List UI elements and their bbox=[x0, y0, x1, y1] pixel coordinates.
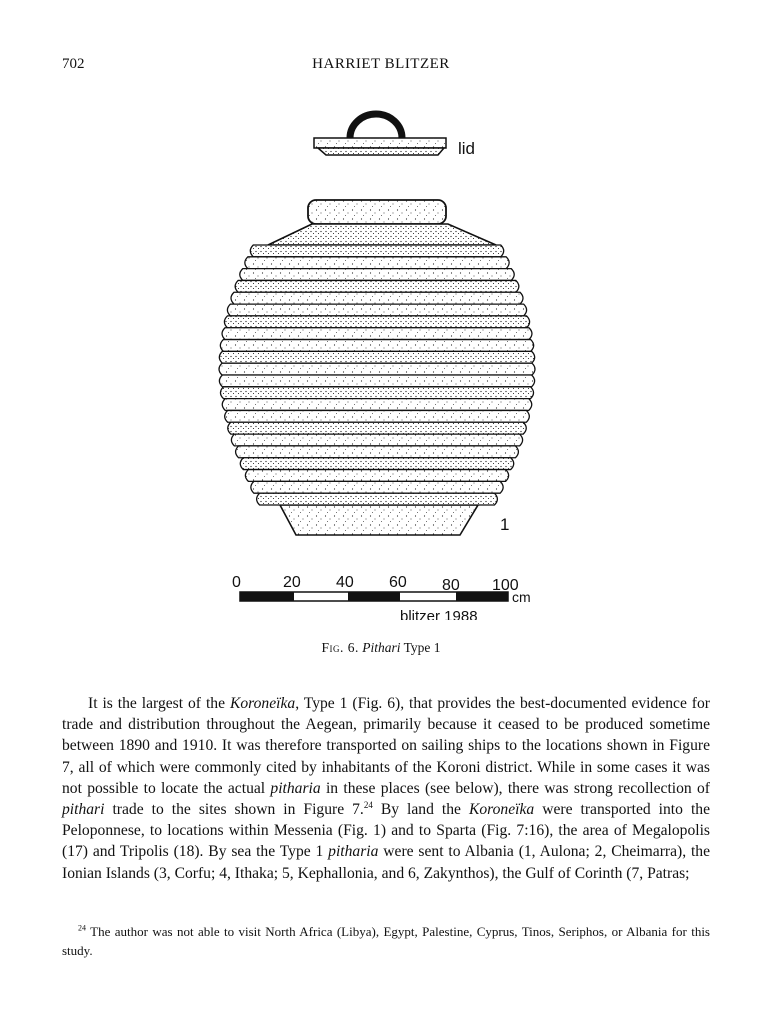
jar-rib-shading bbox=[228, 422, 527, 434]
jar-rib-shading bbox=[224, 316, 529, 328]
body-text-run: trade to the sites shown in Figure 7. bbox=[104, 801, 364, 819]
footnote bbox=[62, 922, 710, 960]
body-text-run: in these places (see below), there was strong recollection of bbox=[320, 779, 710, 797]
jar-rib-shading bbox=[222, 328, 532, 340]
body-italic-term: Koroneïka bbox=[229, 695, 296, 712]
running-head bbox=[0, 56, 762, 76]
type-number-label: 1 bbox=[500, 515, 510, 534]
jar-rib-shading bbox=[235, 280, 519, 292]
scale-tick-label: 100 bbox=[492, 577, 519, 594]
body-text-run: were transported into the Peloponnese, to locations within Messenia (Fig. 1) and to Sparta (Fig. 7:16), the area of Megalopolis (17) and Tripolis (18). By sea the Type 1 bbox=[62, 801, 710, 861]
jar-rib-shading bbox=[236, 446, 519, 458]
body-text-run: By land the bbox=[372, 801, 469, 819]
scale-unit-label: cm bbox=[512, 589, 531, 605]
jar-rib-shading bbox=[245, 470, 508, 482]
jar-rib-shading bbox=[220, 340, 533, 352]
footnote-number: 24 bbox=[78, 923, 86, 933]
jar-rib-shading bbox=[222, 399, 532, 411]
body-italic-term: pithari bbox=[62, 801, 105, 819]
scale-segment bbox=[348, 592, 400, 601]
jar-rib-shading bbox=[245, 257, 509, 269]
body-italic-term: pitharia bbox=[270, 779, 321, 797]
footnote-text: The author was not able to visit North Africa (Libya), Egypt, Palestine, Cyprus, Tinos, Seriphos, or Albania for this study. bbox=[62, 924, 710, 958]
jar-rib-shading bbox=[219, 351, 534, 363]
scale-tick-label: 20 bbox=[283, 574, 301, 591]
scale-segment bbox=[240, 592, 294, 601]
running-head-author: HARRIET BLITZER bbox=[312, 56, 450, 72]
body-italic-term: Koroneïka bbox=[468, 801, 535, 819]
figure-caption bbox=[0, 640, 762, 656]
jar-rib-shading bbox=[250, 245, 503, 257]
caption-suffix: Type 1 bbox=[403, 640, 441, 655]
figure-pithari-drawing bbox=[0, 100, 762, 620]
pithari-jar bbox=[219, 200, 535, 535]
jar-rib-shading bbox=[231, 434, 522, 446]
body-italic-term: pitharia bbox=[328, 843, 379, 861]
jar-rib-shading bbox=[257, 493, 498, 505]
footnote-reference: 24 bbox=[363, 799, 373, 810]
scale-bar bbox=[232, 574, 531, 620]
jar-rib-shading bbox=[219, 363, 535, 375]
jar-rib-shading bbox=[227, 304, 526, 316]
jar-rib-shading bbox=[240, 269, 514, 281]
lid-drawing bbox=[314, 114, 475, 158]
pithari-illustration bbox=[0, 100, 762, 620]
body-text-run: , Type 1 (Fig. 6), that provides the best-documented evidence for trade and distribution throughout the Aegean, primarily because it ceased to be produced sometime between 1890 and 1910. It was therefore transported on sailing ships to the locations shown in Figure 7, all of which were commonly cited by inhabitants of the Koroni district. While in some cases it was not possible to locate the actual bbox=[62, 695, 710, 797]
scale-tick-label: 0 bbox=[232, 574, 241, 591]
caption-label: Fig. 6. bbox=[321, 640, 359, 655]
scale-tick-label: 40 bbox=[336, 574, 354, 591]
caption-italic: Pithari bbox=[362, 640, 401, 655]
body-text-run: It is the largest of the bbox=[88, 695, 230, 712]
jar-rib-shading bbox=[251, 481, 503, 493]
scale-tick-label: 80 bbox=[442, 577, 460, 594]
figure-credit: blitzer 1988 bbox=[400, 608, 478, 620]
jar-rib-shading bbox=[219, 375, 534, 387]
jar-rib-shading bbox=[240, 458, 513, 470]
body-paragraph bbox=[62, 693, 710, 884]
jar-rib-shading bbox=[231, 292, 523, 304]
body-text-run: were sent to Albania (1, Aulona; 2, Cheimarra), the Ionian Islands (3, Corfu; 4, Ithaka; 5, Kephallonia, and 6, Zakynthos), the Gulf of Corinth (7, Patras; bbox=[62, 843, 710, 882]
scale-tick-label: 60 bbox=[389, 574, 407, 591]
page-number: 702 bbox=[62, 56, 85, 72]
lid-label: lid bbox=[458, 139, 476, 158]
jar-rib-shading bbox=[225, 410, 530, 422]
jar-rib-shading bbox=[220, 387, 533, 399]
